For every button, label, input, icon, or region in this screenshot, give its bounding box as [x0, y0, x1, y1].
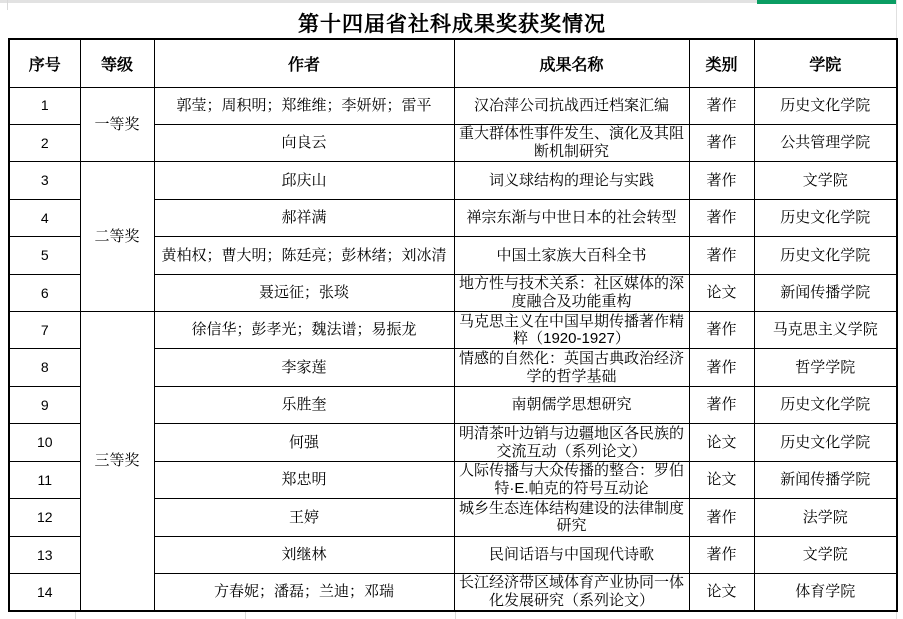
- serial-cell: 9: [9, 386, 80, 423]
- work-title-cell: 情感的自然化：英国古典政治经济学的哲学基础: [454, 349, 689, 386]
- college-cell: 马克思主义学院: [754, 312, 897, 349]
- category-cell: 论文: [689, 274, 754, 311]
- authors-cell: 郭莹；周积明；郑维维；李妍妍；雷平: [154, 87, 454, 124]
- authors-cell: 乐胜奎: [154, 386, 454, 423]
- work-title-cell: 城乡生态连体结构建设的法律制度研究: [454, 499, 689, 536]
- work-title-cell: 明清茶叶边销与边疆地区各民族的交流互动（系列论文）: [454, 424, 689, 461]
- category-cell: 著作: [689, 349, 754, 386]
- authors-cell: 郝祥满: [154, 199, 454, 236]
- serial-cell: 8: [9, 349, 80, 386]
- authors-cell: 邱庆山: [154, 162, 454, 199]
- work-title-cell: 人际传播与大众传播的整合：罗伯特·E.帕克的符号互动论: [454, 461, 689, 498]
- category-cell: 论文: [689, 424, 754, 461]
- gridline-stub: [245, 612, 246, 619]
- work-title-cell: 南朝儒学思想研究: [454, 386, 689, 423]
- header-serial: 序号: [9, 39, 80, 87]
- college-cell: 文学院: [754, 536, 897, 573]
- table-row: [9, 312, 897, 349]
- serial-cell: 10: [9, 424, 80, 461]
- work-title-cell: 词义球结构的理论与实践: [454, 162, 689, 199]
- header-row: [9, 39, 897, 87]
- category-cell: 著作: [689, 199, 754, 236]
- grade-cell: 一等奖: [80, 87, 154, 162]
- serial-cell: 12: [9, 499, 80, 536]
- college-cell: 历史文化学院: [754, 386, 897, 423]
- work-title-cell: 禅宗东渐与中世日本的社会转型: [454, 199, 689, 236]
- college-cell: 历史文化学院: [754, 424, 897, 461]
- category-cell: 著作: [689, 312, 754, 349]
- awards-table-header: [9, 39, 897, 87]
- college-cell: 新闻传播学院: [754, 274, 897, 311]
- table-row: [9, 162, 897, 199]
- authors-cell: 聂远征；张琰: [154, 274, 454, 311]
- serial-cell: 7: [9, 312, 80, 349]
- serial-cell: 3: [9, 162, 80, 199]
- category-cell: 论文: [689, 573, 754, 611]
- college-cell: 新闻传播学院: [754, 461, 897, 498]
- authors-cell: 郑忠明: [154, 461, 454, 498]
- category-cell: 著作: [689, 237, 754, 274]
- work-title-cell: 重大群体性事件发生、演化及其阻断机制研究: [454, 124, 689, 161]
- work-title-cell: 汉冶萍公司抗战西迁档案汇编: [454, 87, 689, 124]
- header-grade: 等级: [80, 39, 154, 87]
- gridline-stub: [455, 612, 456, 619]
- header-college: 学院: [754, 39, 897, 87]
- authors-cell: 向良云: [154, 124, 454, 161]
- serial-cell: 6: [9, 274, 80, 311]
- category-cell: 著作: [689, 87, 754, 124]
- work-title-cell: 民间话语与中国现代诗歌: [454, 536, 689, 573]
- awards-table: [8, 38, 898, 612]
- authors-cell: 李家莲: [154, 349, 454, 386]
- college-cell: 体育学院: [754, 573, 897, 611]
- page-title: 第十四届省社科成果奖获奖情况: [298, 13, 606, 36]
- authors-cell: 刘继林: [154, 536, 454, 573]
- authors-cell: 方春妮；潘磊；兰迪；邓瑞: [154, 573, 454, 611]
- grade-cell: 二等奖: [80, 162, 154, 312]
- authors-cell: 黄柏权；曹大明；陈廷亮；彭林绪；刘冰清: [154, 237, 454, 274]
- gridline-stub: [75, 612, 76, 619]
- authors-cell: 何强: [154, 424, 454, 461]
- serial-cell: 4: [9, 199, 80, 236]
- college-cell: 文学院: [754, 162, 897, 199]
- college-cell: 历史文化学院: [754, 87, 897, 124]
- serial-cell: 14: [9, 573, 80, 611]
- top-gridline: [0, 0, 757, 3]
- serial-cell: 2: [9, 124, 80, 161]
- serial-cell: 11: [9, 461, 80, 498]
- work-title-cell: 长江经济带区域体育产业协同一体化发展研究（系列论文）: [454, 573, 689, 611]
- awards-table-body: [9, 87, 897, 611]
- college-cell: 哲学学院: [754, 349, 897, 386]
- header-work-title: 成果名称: [454, 39, 689, 87]
- college-cell: 历史文化学院: [754, 237, 897, 274]
- category-cell: 论文: [689, 461, 754, 498]
- grade-cell: 三等奖: [80, 312, 154, 611]
- header-authors: 作者: [154, 39, 454, 87]
- serial-cell: 1: [9, 87, 80, 124]
- college-cell: 公共管理学院: [754, 124, 897, 161]
- category-cell: 著作: [689, 499, 754, 536]
- category-cell: 著作: [689, 386, 754, 423]
- top-green-selection-bar: [757, 0, 896, 4]
- work-title-cell: 中国土家族大百科全书: [454, 237, 689, 274]
- authors-cell: 王婷: [154, 499, 454, 536]
- serial-cell: 5: [9, 237, 80, 274]
- authors-cell: 徐信华；彭孝光；魏法谱；易振龙: [154, 312, 454, 349]
- category-cell: 著作: [689, 536, 754, 573]
- serial-cell: 13: [9, 536, 80, 573]
- work-title-cell: 地方性与技术关系：社区媒体的深度融合及功能重构: [454, 274, 689, 311]
- category-cell: 著作: [689, 162, 754, 199]
- category-cell: 著作: [689, 124, 754, 161]
- header-category: 类别: [689, 39, 754, 87]
- work-title-cell: 马克思主义在中国早期传播著作精粹（1920-1927）: [454, 312, 689, 349]
- table-row: [9, 87, 897, 124]
- college-cell: 法学院: [754, 499, 897, 536]
- college-cell: 历史文化学院: [754, 199, 897, 236]
